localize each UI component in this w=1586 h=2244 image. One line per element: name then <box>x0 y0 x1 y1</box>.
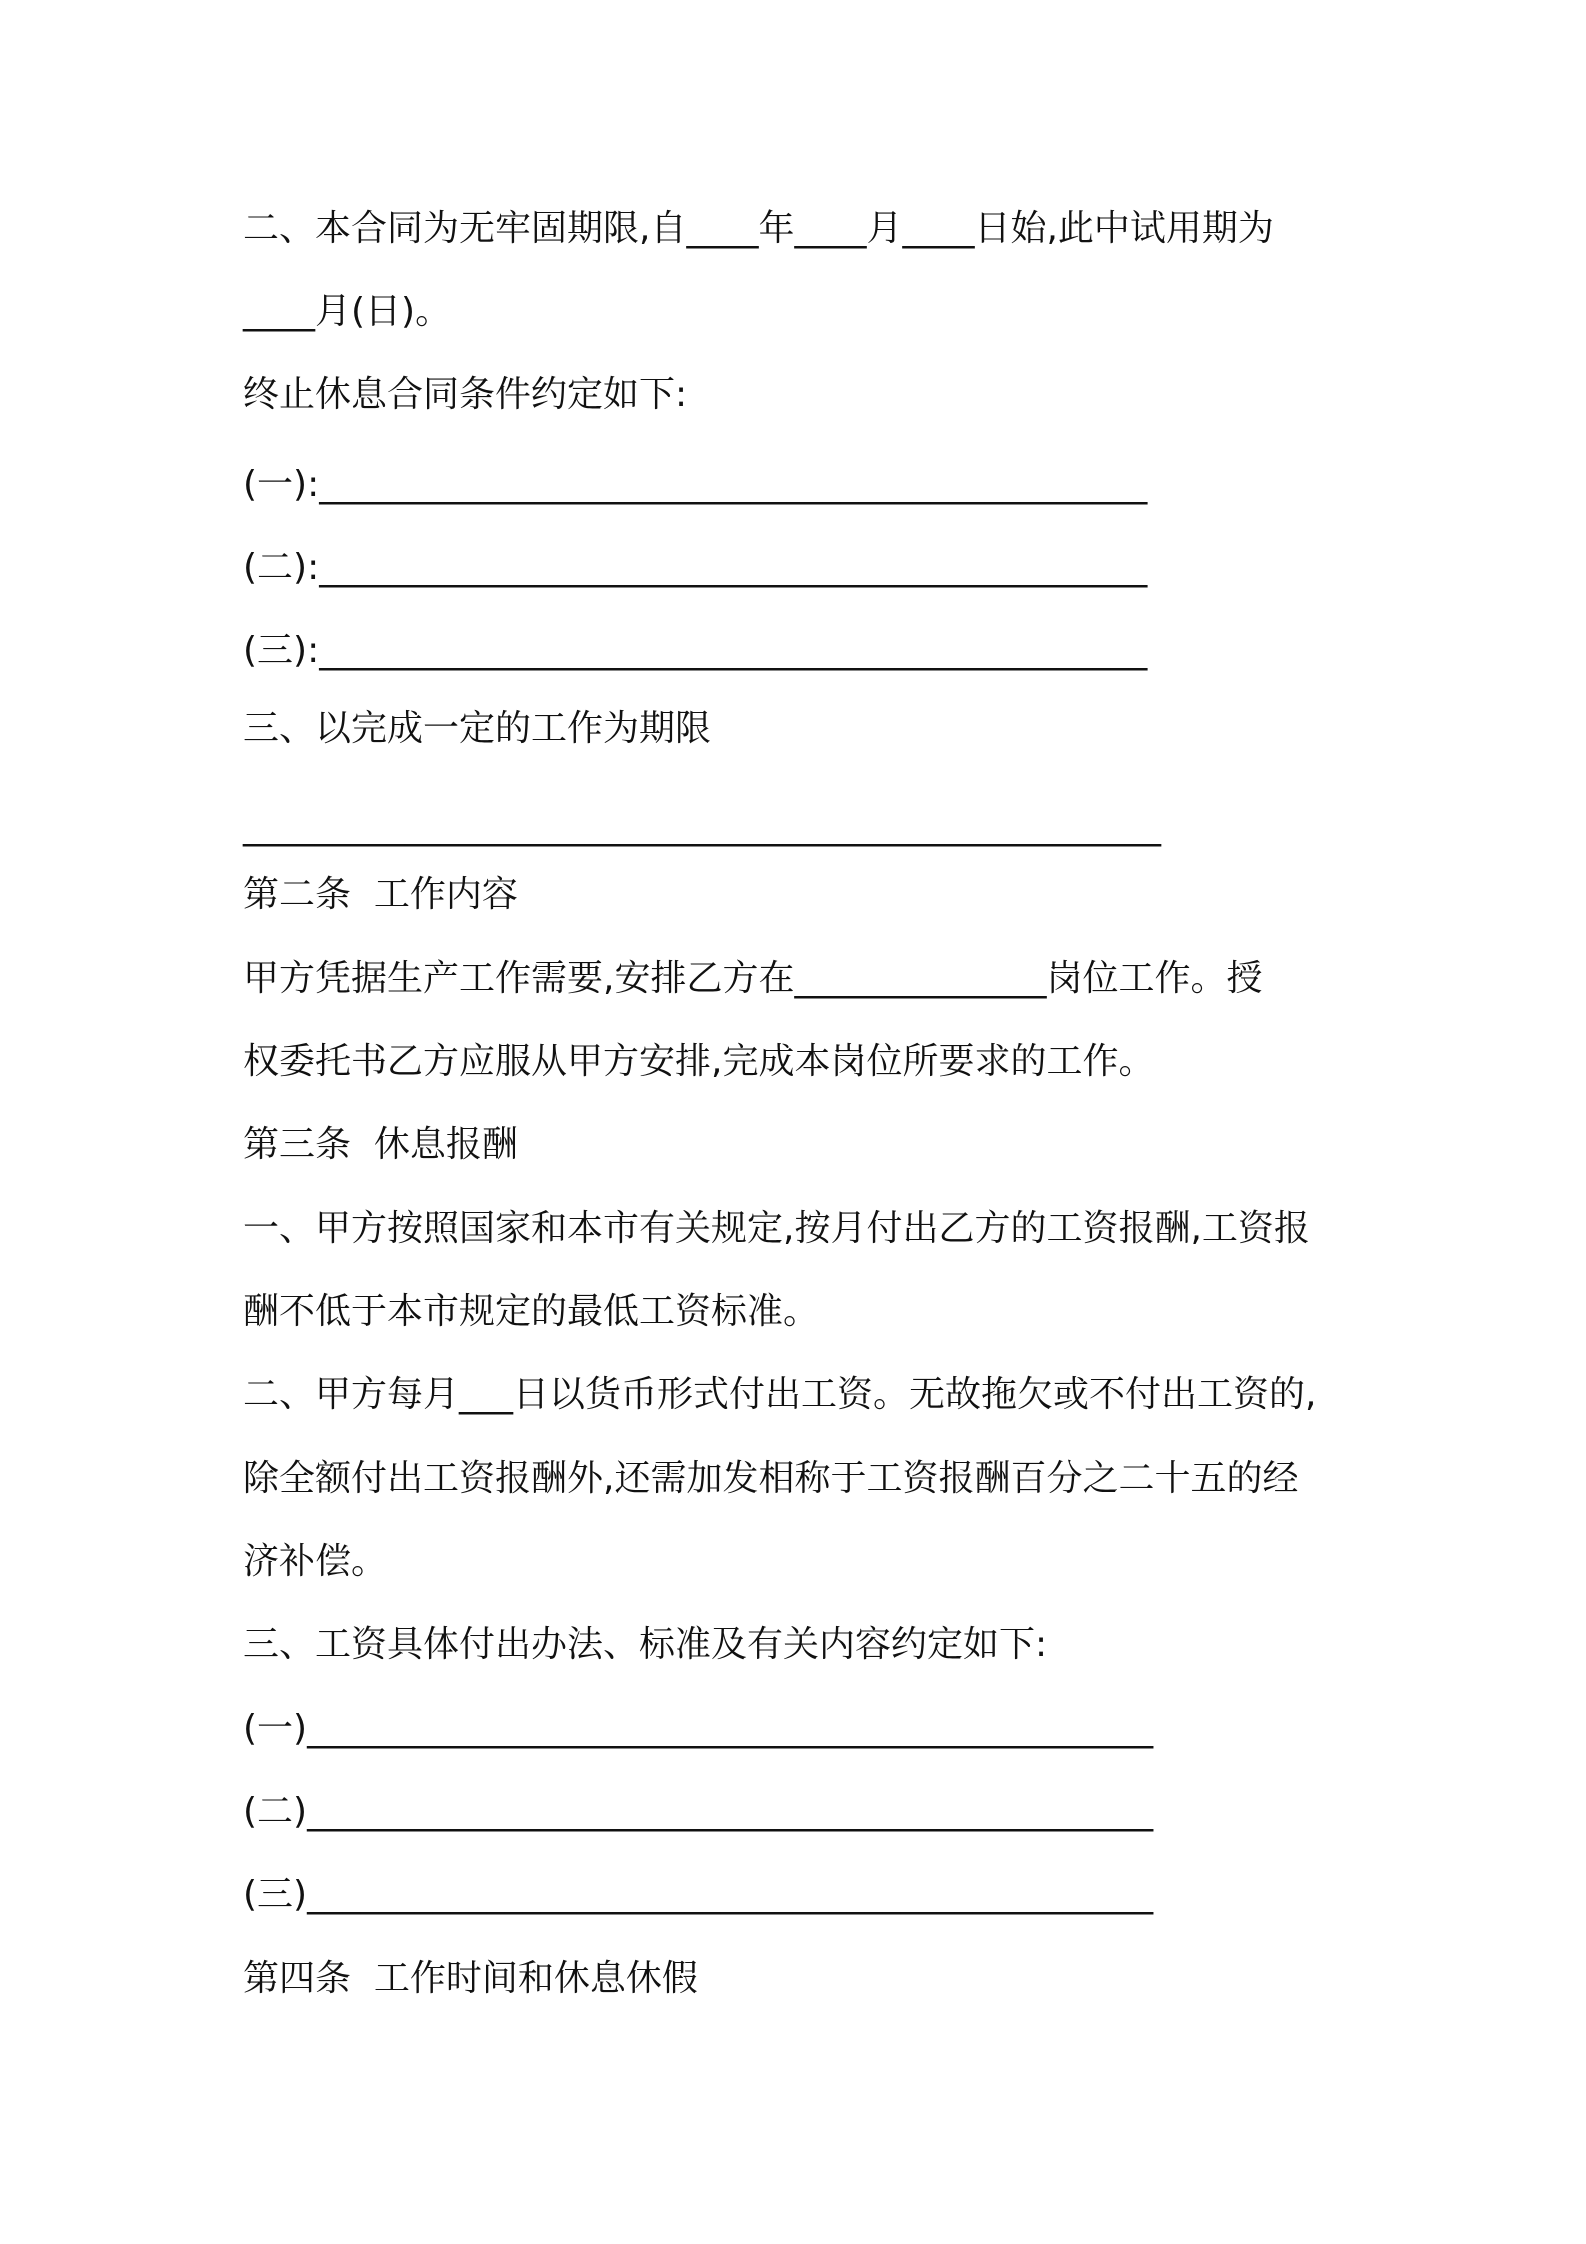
wage-item-2: (二)_______________________________________________ <box>243 1791 1154 1832</box>
article-3-item-2-line-2: 除全额付出工资报酬外,还需加发相称于工资报酬百分之二十五的经 <box>243 1458 1299 1499</box>
article-3-item-3: 三、工资具体付出办法、标准及有关内容约定如下: <box>243 1624 1048 1665</box>
article-3-item-2-line-1: 二、甲方每月___日以货币形式付出工资。无故拖欠或不付出工资的, <box>243 1374 1317 1415</box>
clause-term-line-1: 二、本合同为无牢固期限,自____年____月____日始,此中试用期为 <box>243 208 1274 249</box>
article-3-item-1-line-1: 一、甲方按照国家和本市有关规定,按月付出乙方的工资报酬,工资报 <box>243 1208 1310 1249</box>
article-2-text-2: 权委托书乙方应服从甲方安排,完成本岗位所要求的工作。 <box>243 1041 1155 1082</box>
article-4-title: 第四条 工作时间和休息休假 <box>243 1958 698 1999</box>
wage-item-1: (一)_______________________________________________ <box>243 1708 1154 1749</box>
article-3-item-2-line-3: 济补偿。 <box>243 1541 388 1582</box>
wage-item-3: (三)_______________________________________________ <box>243 1874 1154 1915</box>
termination-item-3: (三):______________________________________________ <box>243 630 1148 671</box>
termination-item-2: (二):______________________________________________ <box>243 547 1148 588</box>
article-2-title: 第二条 工作内容 <box>243 874 518 915</box>
termination-item-1: (一):______________________________________________ <box>243 464 1148 505</box>
termination-heading: 终止休息合同条件约定如下: <box>243 374 688 415</box>
clause-task-term: 三、以完成一定的工作为期限 <box>243 708 712 749</box>
clause-term-line-2: ____月(日)。 <box>243 291 452 332</box>
article-3-title: 第三条 休息报酬 <box>243 1124 518 1165</box>
article-3-item-1-line-2: 酬不低于本市规定的最低工资标准。 <box>243 1291 820 1332</box>
article-2-text-1: 甲方凭据生产工作需要,安排乙方在______________岗位工作。授 <box>243 958 1263 999</box>
blank-fill-line: ___________________________________________________ <box>243 806 1161 847</box>
